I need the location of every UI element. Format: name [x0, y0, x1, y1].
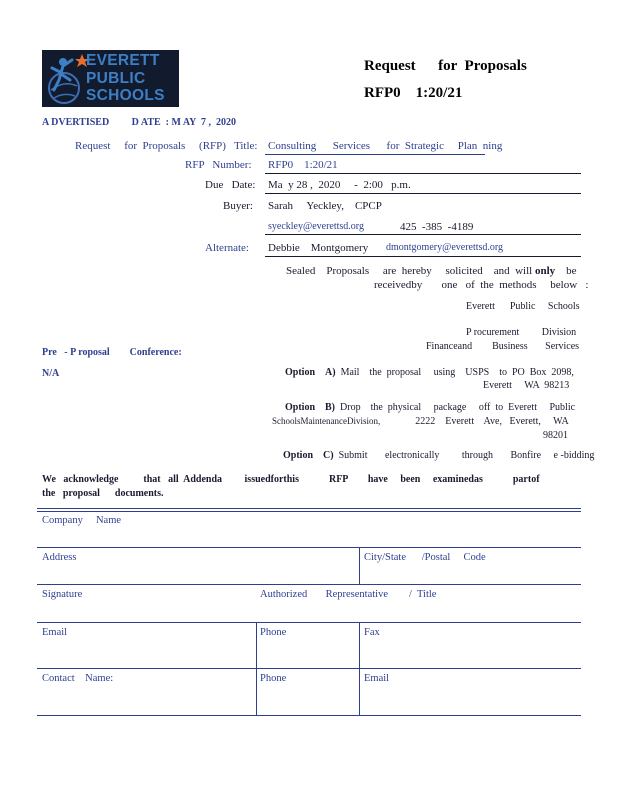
buyer-email-link[interactable]: syeckley@everettsd.org — [268, 221, 364, 232]
phone-field[interactable]: Phone — [260, 627, 287, 638]
rfp-number-heading: RFP0 1:20/21 — [364, 85, 463, 101]
address-line-2: P rocurement Division — [466, 327, 577, 338]
title-value: Consulting Services for Strategic Plan ning — [268, 140, 503, 152]
acknowledge-line-2: the proposal documents. — [42, 488, 164, 499]
buyer-label: Buyer: — [223, 200, 253, 212]
buyer-name: Sarah Yeckley, CPCP — [268, 200, 382, 212]
title-underline — [265, 154, 485, 155]
contact-phone-divider — [359, 668, 360, 716]
form-bottom-rule — [37, 715, 581, 716]
preproposal-value: N/A — [42, 368, 60, 379]
contact-phone-field[interactable]: Phone — [260, 673, 287, 684]
contact-email-field[interactable]: Email — [364, 673, 390, 684]
address-rule — [37, 584, 581, 585]
title-label: Request for Proposals (RFP) Title: — [75, 140, 258, 152]
address-line-3: Financeand Business Services — [426, 341, 580, 352]
address-line-1: Everett Public Schools — [466, 301, 580, 312]
logo-text-everett: EVERETT — [86, 52, 160, 69]
page-title: Request for Proposals — [364, 58, 527, 74]
alternate-email-link[interactable]: dmontgomery@everettsd.org — [386, 242, 504, 253]
rfp-number-label: RFP Number: — [185, 159, 252, 171]
address-divider — [359, 547, 360, 585]
logo-figure-icon — [42, 50, 90, 107]
alternate-underline — [265, 256, 581, 257]
option-b-line2: SchoolsMaintenanceDivision, 2222 Everett Ave, Everett, WA — [272, 416, 569, 427]
option-a: Option A) Mail the proposal using USPS to PO Box 2098, — [285, 367, 574, 378]
email-rule — [37, 668, 581, 669]
due-underline — [265, 193, 581, 194]
advertised-date: A DVERTISED D ATE : M AY 7 , 2020 — [42, 117, 237, 128]
option-b-line3: 98201 — [543, 430, 568, 441]
sealed-proposals-text: Sealed Proposals are hereby solicited and will only be — [286, 265, 577, 277]
due-date-label: Due Date: — [205, 179, 256, 191]
fax-field[interactable]: Fax — [364, 627, 380, 638]
alternate-name: Debbie Montgomery — [268, 242, 369, 254]
everett-public-schools-logo — [42, 50, 179, 107]
logo-text-public: PUBLIC — [86, 70, 146, 87]
contact-name-field[interactable]: Contact Name: — [42, 673, 114, 684]
received-by-text: receivedby one of the methods below : — [374, 279, 589, 291]
email-field[interactable]: Email — [42, 627, 68, 638]
preproposal-label: Pre - P roposal Conference: — [42, 347, 182, 358]
contact-divider — [256, 668, 257, 716]
acknowledge-line-1: We acknowledge that all Addenda issuedforthis RFP have been examinedas partof — [42, 474, 540, 485]
city-state-postal-field[interactable]: City/State /Postal Code — [364, 552, 486, 563]
option-c: Option C) Submit electronically through Bonfire e -bidding — [283, 450, 595, 461]
rfp-underline — [265, 173, 581, 174]
rfp-number-value: RFP0 1:20/21 — [268, 159, 338, 171]
due-date-value: Ma y 28 , 2020 - 2:00 p.m. — [268, 179, 411, 191]
company-name-field[interactable]: Company Name — [42, 515, 122, 526]
signature-rule — [37, 622, 581, 623]
phone-divider — [359, 622, 360, 669]
signature-field[interactable]: Signature — [42, 589, 83, 600]
form-top-rule-2 — [37, 511, 581, 512]
option-a-line2: Everett WA 98213 — [483, 380, 570, 391]
buyer-phone: 425 -385 -4189 — [400, 221, 474, 233]
authorized-representative-field[interactable]: Authorized Representative / Title — [260, 589, 437, 600]
address-field[interactable]: Address — [42, 552, 77, 563]
logo-text-schools: SCHOOLS — [86, 87, 165, 104]
alternate-label: Alternate: — [205, 242, 249, 254]
company-rule — [37, 547, 581, 548]
option-b: Option B) Drop the physical package off to Everett Public — [285, 402, 576, 413]
email-divider — [256, 622, 257, 669]
form-top-rule-1 — [37, 508, 581, 509]
buyer-underline — [265, 234, 581, 235]
